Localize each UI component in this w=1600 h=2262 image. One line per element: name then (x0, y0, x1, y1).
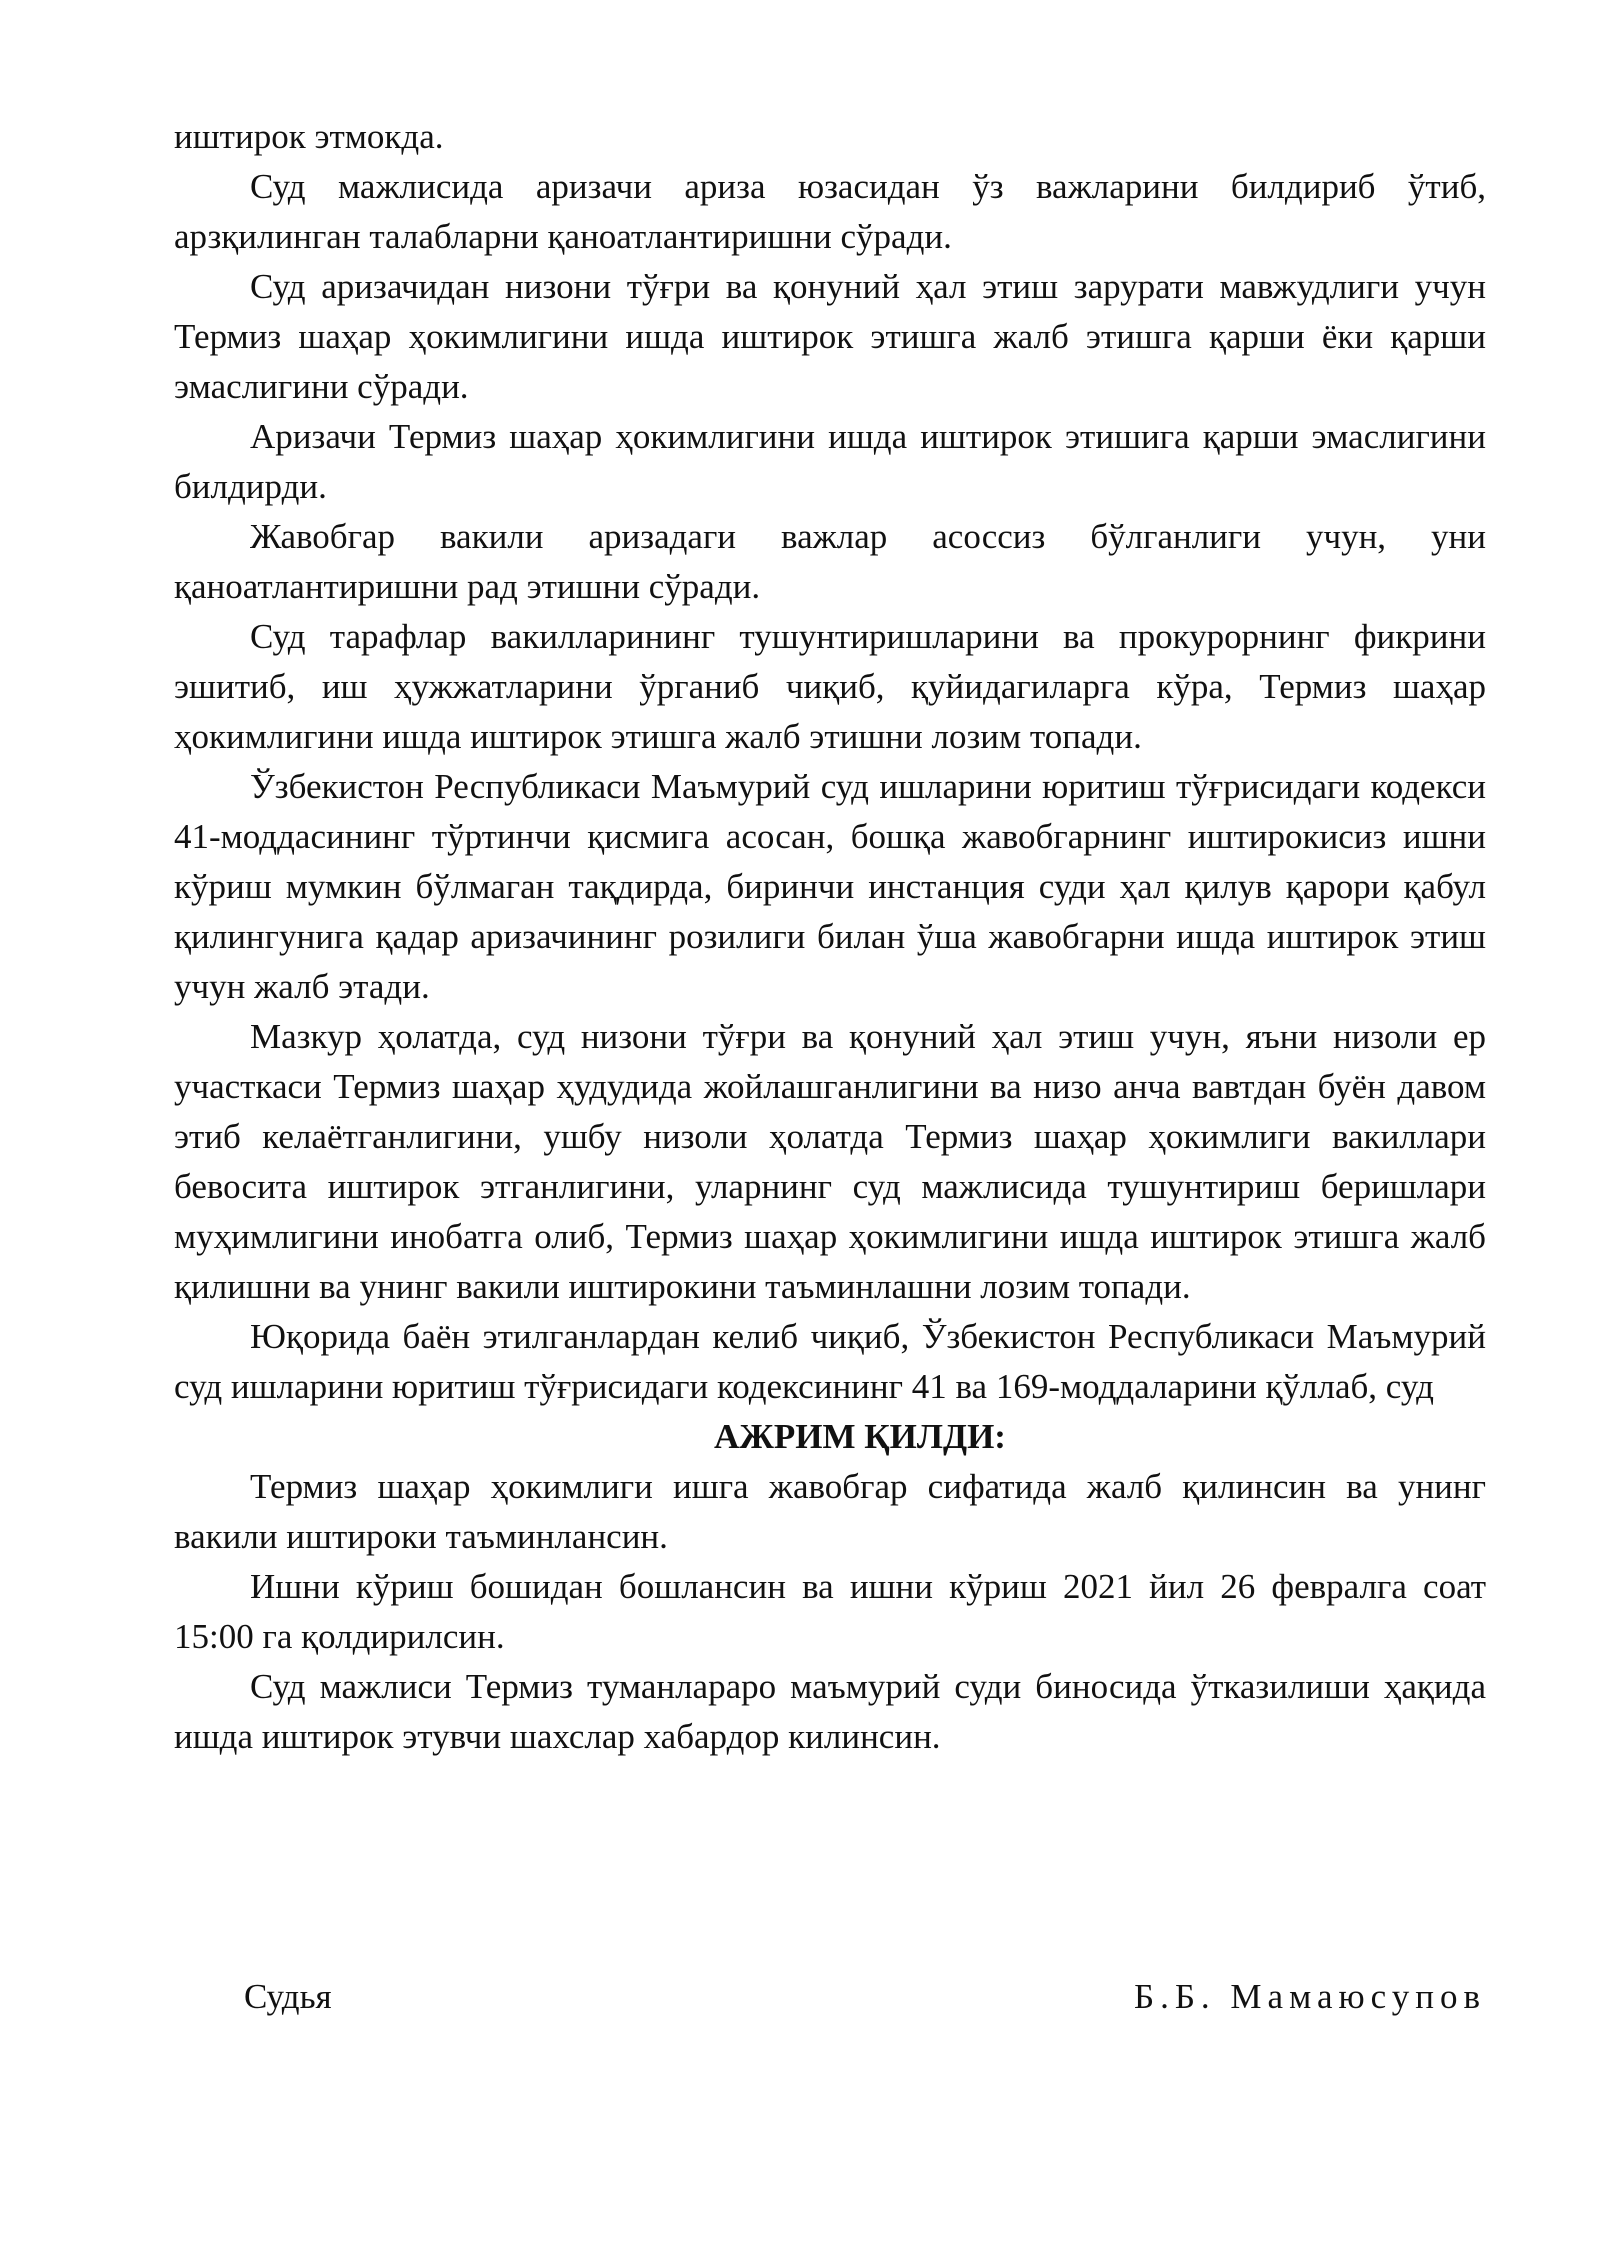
paragraph: Суд мажлисида аризачи ариза юзасидан ўз важларини билдириб ўтиб, арзқилинган талабларни қаноатлантиришни сўради. (174, 167, 1486, 256)
paragraph: Юқорида баён этилганлардан келиб чиқиб, Ўзбекистон Республикаси Маъмурий суд ишларини юритиш тўғрисидаги кодексининг 41 ва 169-моддаларини қўллаб, суд (174, 1317, 1486, 1406)
paragraph: Суд аризачидан низони тўғри ва қонуний ҳал этиш зарурати мавжудлиги учун Термиз шаҳар ҳокимлигини ишда иштирок этишга жалб этишга қарши ёки қарши эмаслигини сўради. (174, 267, 1486, 406)
resolution-paragraph: Ишни кўриш бошидан бошлансин ва ишни кўриш 2021 йил 26 февралга соат 15:00 га қолдирилсин. (174, 1567, 1486, 1656)
paragraph: Суд тарафлар вакилларининг тушунтиришларини ва прокурорнинг фикрини эшитиб, иш ҳужжатларини ўрганиб чиқиб, қуйидагиларга кўра, Термиз шаҳар ҳокимлигини ишда иштирок этишга жалб этишни лозим топади. (174, 617, 1486, 756)
paragraph: Жавобгар вакили аризадаги важлар асоссиз бўлганлиги учун, уни қаноатлантиришни рад этишни сўради. (174, 517, 1486, 606)
paragraph: иштирок этмокда. (174, 117, 444, 156)
paragraph: Ўзбекистон Республикаси Маъмурий суд ишларини юритиш тўғрисидаги кодекси 41-моддасининг тўртинчи қисмига асосан, бошқа жавобгарнинг иштирокисиз ишни кўриш мумкин бўлмаган тақдирда, биринчи инстанция суди ҳал қилув қарори қабул қилингунига қадар аризачининг розилиги билан ўша жавобгарни ишда иштирок этиш учун жалб этади. (174, 767, 1486, 1006)
resolution-paragraph: Суд мажлиси Термиз туманлараро маъмурий суди биносида ўтказилиши ҳақида ишда иштирок этувчи шахслар хабардор килинсин. (174, 1667, 1486, 1756)
signature-name: Б.Б. Мамаюсупов (1133, 1977, 1486, 2016)
paragraph: Аризачи Термиз шаҳар ҳокимлигини ишда иштирок этишига қарши эмаслигини билдирди. (174, 417, 1486, 506)
paragraph: Мазкур ҳолатда, суд низони тўғри ва қонуний ҳал этиш учун, яъни низоли ер участкаси Термиз шаҳар ҳудудида жойлашганлигини ва низо анча вавтдан буён давом этиб келаётганлигини, ушбу низоли ҳолатда Термиз шаҳар ҳокимлиги вакиллари бевосита иштирок этганлигини, уларнинг суд мажлисида тушунтириш беришлари муҳимлигини инобатга олиб, Термиз шаҳар ҳокимлигини ишда иштирок этишга жалб қилишни ва унинг вакили иштирокини таъминлашни лозим топади. (174, 1017, 1486, 1306)
decision-heading: АЖРИМ ҚИЛДИ: (714, 1417, 1006, 1456)
signature-role: Судья (244, 1977, 332, 2016)
document-page (174, 112, 1486, 1762)
resolution-paragraph: Термиз шаҳар ҳокимлиги ишга жавобгар сифатида жалб қилинсин ва унинг вакили иштироки таъминлансин. (174, 1467, 1486, 1556)
